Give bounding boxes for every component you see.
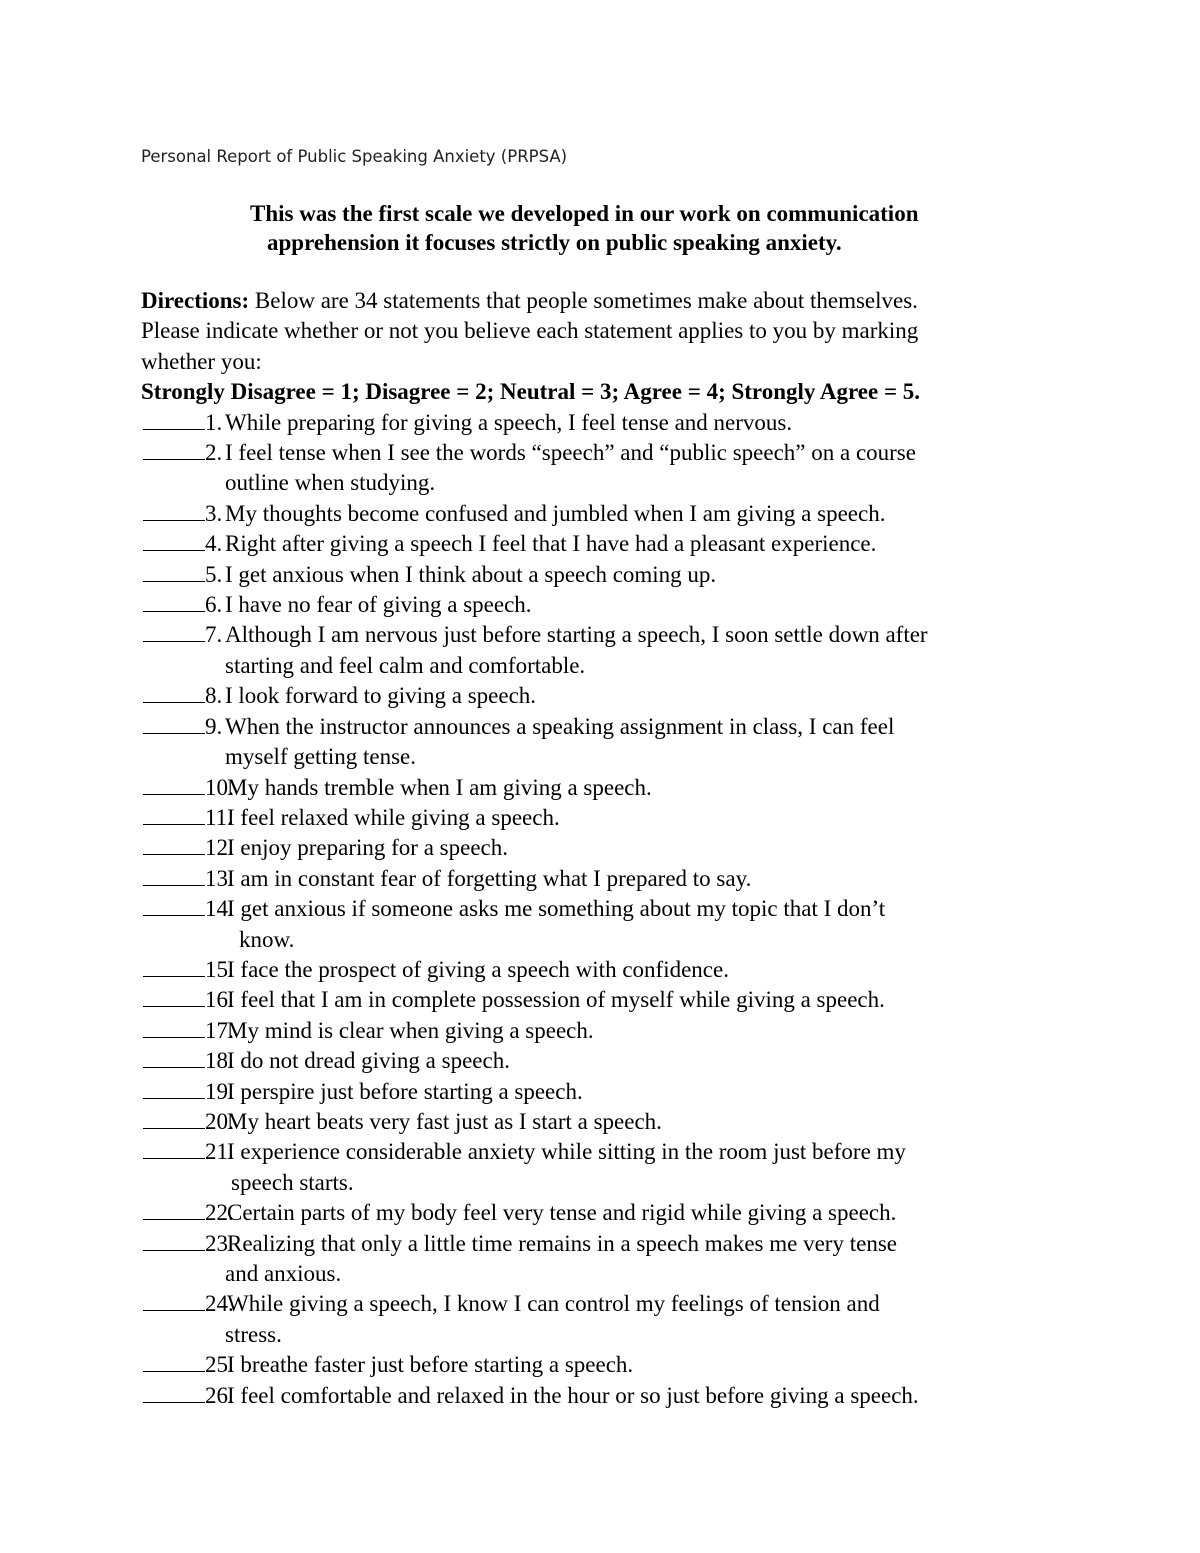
statement-number: 18. (205, 1048, 234, 1074)
answer-blank[interactable] (143, 1098, 205, 1099)
answer-blank[interactable] (143, 733, 205, 734)
statement-text: I look forward to giving a speech. (225, 683, 537, 709)
statement-number: 21. (205, 1139, 234, 1165)
directions-text-3: whether you: (141, 348, 262, 374)
directions-label: Directions: (141, 288, 250, 313)
statement-text: My heart beats very fast just as I start a speech. (227, 1108, 662, 1134)
statement-list (141, 408, 1071, 1411)
statement-number: 5. (205, 561, 223, 587)
answer-blank[interactable] (143, 854, 205, 855)
rating-scale: Strongly Disagree = 1; Disagree = 2; Neutral = 3; Agree = 4; Strongly Agree = 5. (141, 379, 921, 405)
statement-item (141, 1198, 1071, 1228)
document-header: Personal Report of Public Speaking Anxiety (PRPSA) (141, 147, 568, 166)
answer-blank[interactable] (143, 611, 205, 612)
statement-text: My hands tremble when I am giving a speech. (227, 774, 652, 800)
statement-number: 25. (205, 1352, 234, 1378)
statement-text: I have no fear of giving a speech. (225, 592, 532, 618)
answer-blank[interactable] (143, 429, 205, 430)
statement-item (141, 773, 1071, 803)
statement-item (141, 681, 1071, 711)
statement-number: 4. (205, 531, 223, 557)
answer-blank[interactable] (143, 641, 205, 642)
statement-text: Although I am nervous just before starting a speech, I soon settle down after (225, 622, 928, 648)
answer-blank[interactable] (143, 459, 205, 460)
intro-heading (250, 199, 1050, 257)
statement-text: While preparing for giving a speech, I feel tense and nervous. (225, 409, 793, 435)
statement-text: I enjoy preparing for a speech. (227, 835, 508, 861)
statement-item (141, 1229, 1071, 1290)
answer-blank[interactable] (143, 794, 205, 795)
statement-text: I feel relaxed while giving a speech. (227, 804, 560, 830)
statement-text-continued: know. (239, 926, 295, 952)
answer-blank[interactable] (143, 1250, 205, 1251)
answer-blank[interactable] (143, 702, 205, 703)
answer-blank[interactable] (143, 885, 205, 886)
statement-number: 8. (205, 683, 223, 709)
answer-blank[interactable] (143, 581, 205, 582)
statement-text: I feel tense when I see the words “speech” and “public speech” on a course (225, 440, 916, 466)
statement-text: My thoughts become confused and jumbled when I am giving a speech. (225, 500, 886, 526)
answer-blank[interactable] (143, 1402, 205, 1403)
statement-number: 20. (205, 1108, 234, 1134)
statement-number: 26. (205, 1382, 234, 1408)
statement-number: 15. (205, 956, 234, 982)
statement-item (141, 590, 1071, 620)
statement-text: I do not dread giving a speech. (227, 1048, 510, 1074)
statement-item (141, 499, 1071, 529)
statement-number: 14. (205, 896, 234, 922)
answer-blank[interactable] (143, 1158, 205, 1159)
intro-line-1: This was the first scale we developed in our work on communication (250, 201, 919, 226)
statement-number: 11. (205, 804, 233, 830)
answer-blank[interactable] (143, 1037, 205, 1038)
answer-blank[interactable] (143, 915, 205, 916)
statement-item (141, 803, 1071, 833)
statement-text: Realizing that only a little time remains in a speech makes me very tense (227, 1230, 897, 1256)
statement-item (141, 1077, 1071, 1107)
statement-number: 6. (205, 592, 223, 618)
statement-text: I get anxious when I think about a speech coming up. (225, 561, 717, 587)
statement-number: 3. (205, 500, 223, 526)
statement-text-continued: starting and feel calm and comfortable. (225, 652, 586, 678)
questionnaire-body (141, 286, 1071, 1411)
statement-text: I get anxious if someone asks me something about my topic that I don’t (227, 896, 886, 922)
statement-number: 17. (205, 1017, 234, 1043)
statement-number: 7. (205, 622, 223, 648)
directions (141, 286, 1071, 408)
statement-text: I experience considerable anxiety while sitting in the room just before my (227, 1139, 906, 1165)
statement-text-continued: stress. (225, 1321, 282, 1347)
statement-text-continued: outline when studying. (225, 470, 436, 496)
statement-text: When the instructor announces a speaking assignment in class, I can feel (225, 713, 895, 739)
statement-item (141, 1137, 1071, 1198)
statement-item (141, 864, 1071, 894)
statement-item (141, 1381, 1071, 1411)
statement-number: 19. (205, 1078, 234, 1104)
answer-blank[interactable] (143, 550, 205, 551)
statement-number: 10. (205, 774, 234, 800)
statement-item (141, 529, 1071, 559)
statement-text: I am in constant fear of forgetting what I prepared to say. (227, 865, 752, 891)
answer-blank[interactable] (143, 1128, 205, 1129)
statement-text: I perspire just before starting a speech. (227, 1078, 583, 1104)
answer-blank[interactable] (143, 1006, 205, 1007)
statement-text: While giving a speech, I know I can control my feelings of tension and (227, 1291, 880, 1317)
statement-item (141, 955, 1071, 985)
statement-number: 1. (205, 409, 223, 435)
statement-item (141, 833, 1071, 863)
answer-blank[interactable] (143, 824, 205, 825)
statement-text-continued: myself getting tense. (225, 744, 416, 770)
statement-item (141, 438, 1071, 499)
answer-blank[interactable] (143, 1371, 205, 1372)
statement-item (141, 1046, 1071, 1076)
statement-text: I breathe faster just before starting a speech. (227, 1352, 634, 1378)
answer-blank[interactable] (143, 1067, 205, 1068)
statement-item (141, 1289, 1071, 1350)
statement-text: Right after giving a speech I feel that I have had a pleasant experience. (225, 531, 877, 557)
statement-text: I face the prospect of giving a speech with confidence. (227, 956, 729, 982)
answer-blank[interactable] (143, 976, 205, 977)
statement-number: 16. (205, 987, 234, 1013)
answer-blank[interactable] (143, 1310, 205, 1311)
statement-number: 23. (205, 1230, 234, 1256)
intro-line-2: apprehension it focuses strictly on public speaking anxiety. (267, 230, 842, 255)
statement-item (141, 560, 1071, 590)
directions-text-1: Below are 34 statements that people sometimes make about themselves. (249, 288, 918, 313)
answer-blank[interactable] (143, 1219, 205, 1220)
statement-number: 9. (205, 713, 223, 739)
answer-blank[interactable] (143, 520, 205, 521)
statement-text: My mind is clear when giving a speech. (227, 1017, 594, 1043)
directions-text-2: Please indicate whether or not you believe each statement applies to you by marking (141, 318, 919, 344)
statement-text-continued: and anxious. (225, 1261, 342, 1286)
statement-number: 24. (205, 1291, 234, 1317)
statement-item (141, 1016, 1071, 1046)
statement-number: 13. (205, 865, 234, 891)
statement-text: Certain parts of my body feel very tense and rigid while giving a speech. (227, 1200, 897, 1226)
statement-item (141, 1350, 1071, 1380)
statement-item (141, 408, 1071, 438)
statement-text-continued: speech starts. (231, 1169, 354, 1195)
statement-text: I feel comfortable and relaxed in the hour or so just before giving a speech. (227, 1382, 919, 1408)
statement-text: I feel that I am in complete possession of myself while giving a speech. (227, 987, 885, 1013)
statement-item (141, 712, 1071, 773)
statement-number: 22. (205, 1200, 234, 1226)
statement-number: 2. (205, 440, 223, 466)
statement-number: 12. (205, 835, 234, 861)
statement-item (141, 620, 1071, 681)
statement-item (141, 1107, 1071, 1137)
statement-item (141, 985, 1071, 1015)
statement-item (141, 894, 1071, 955)
